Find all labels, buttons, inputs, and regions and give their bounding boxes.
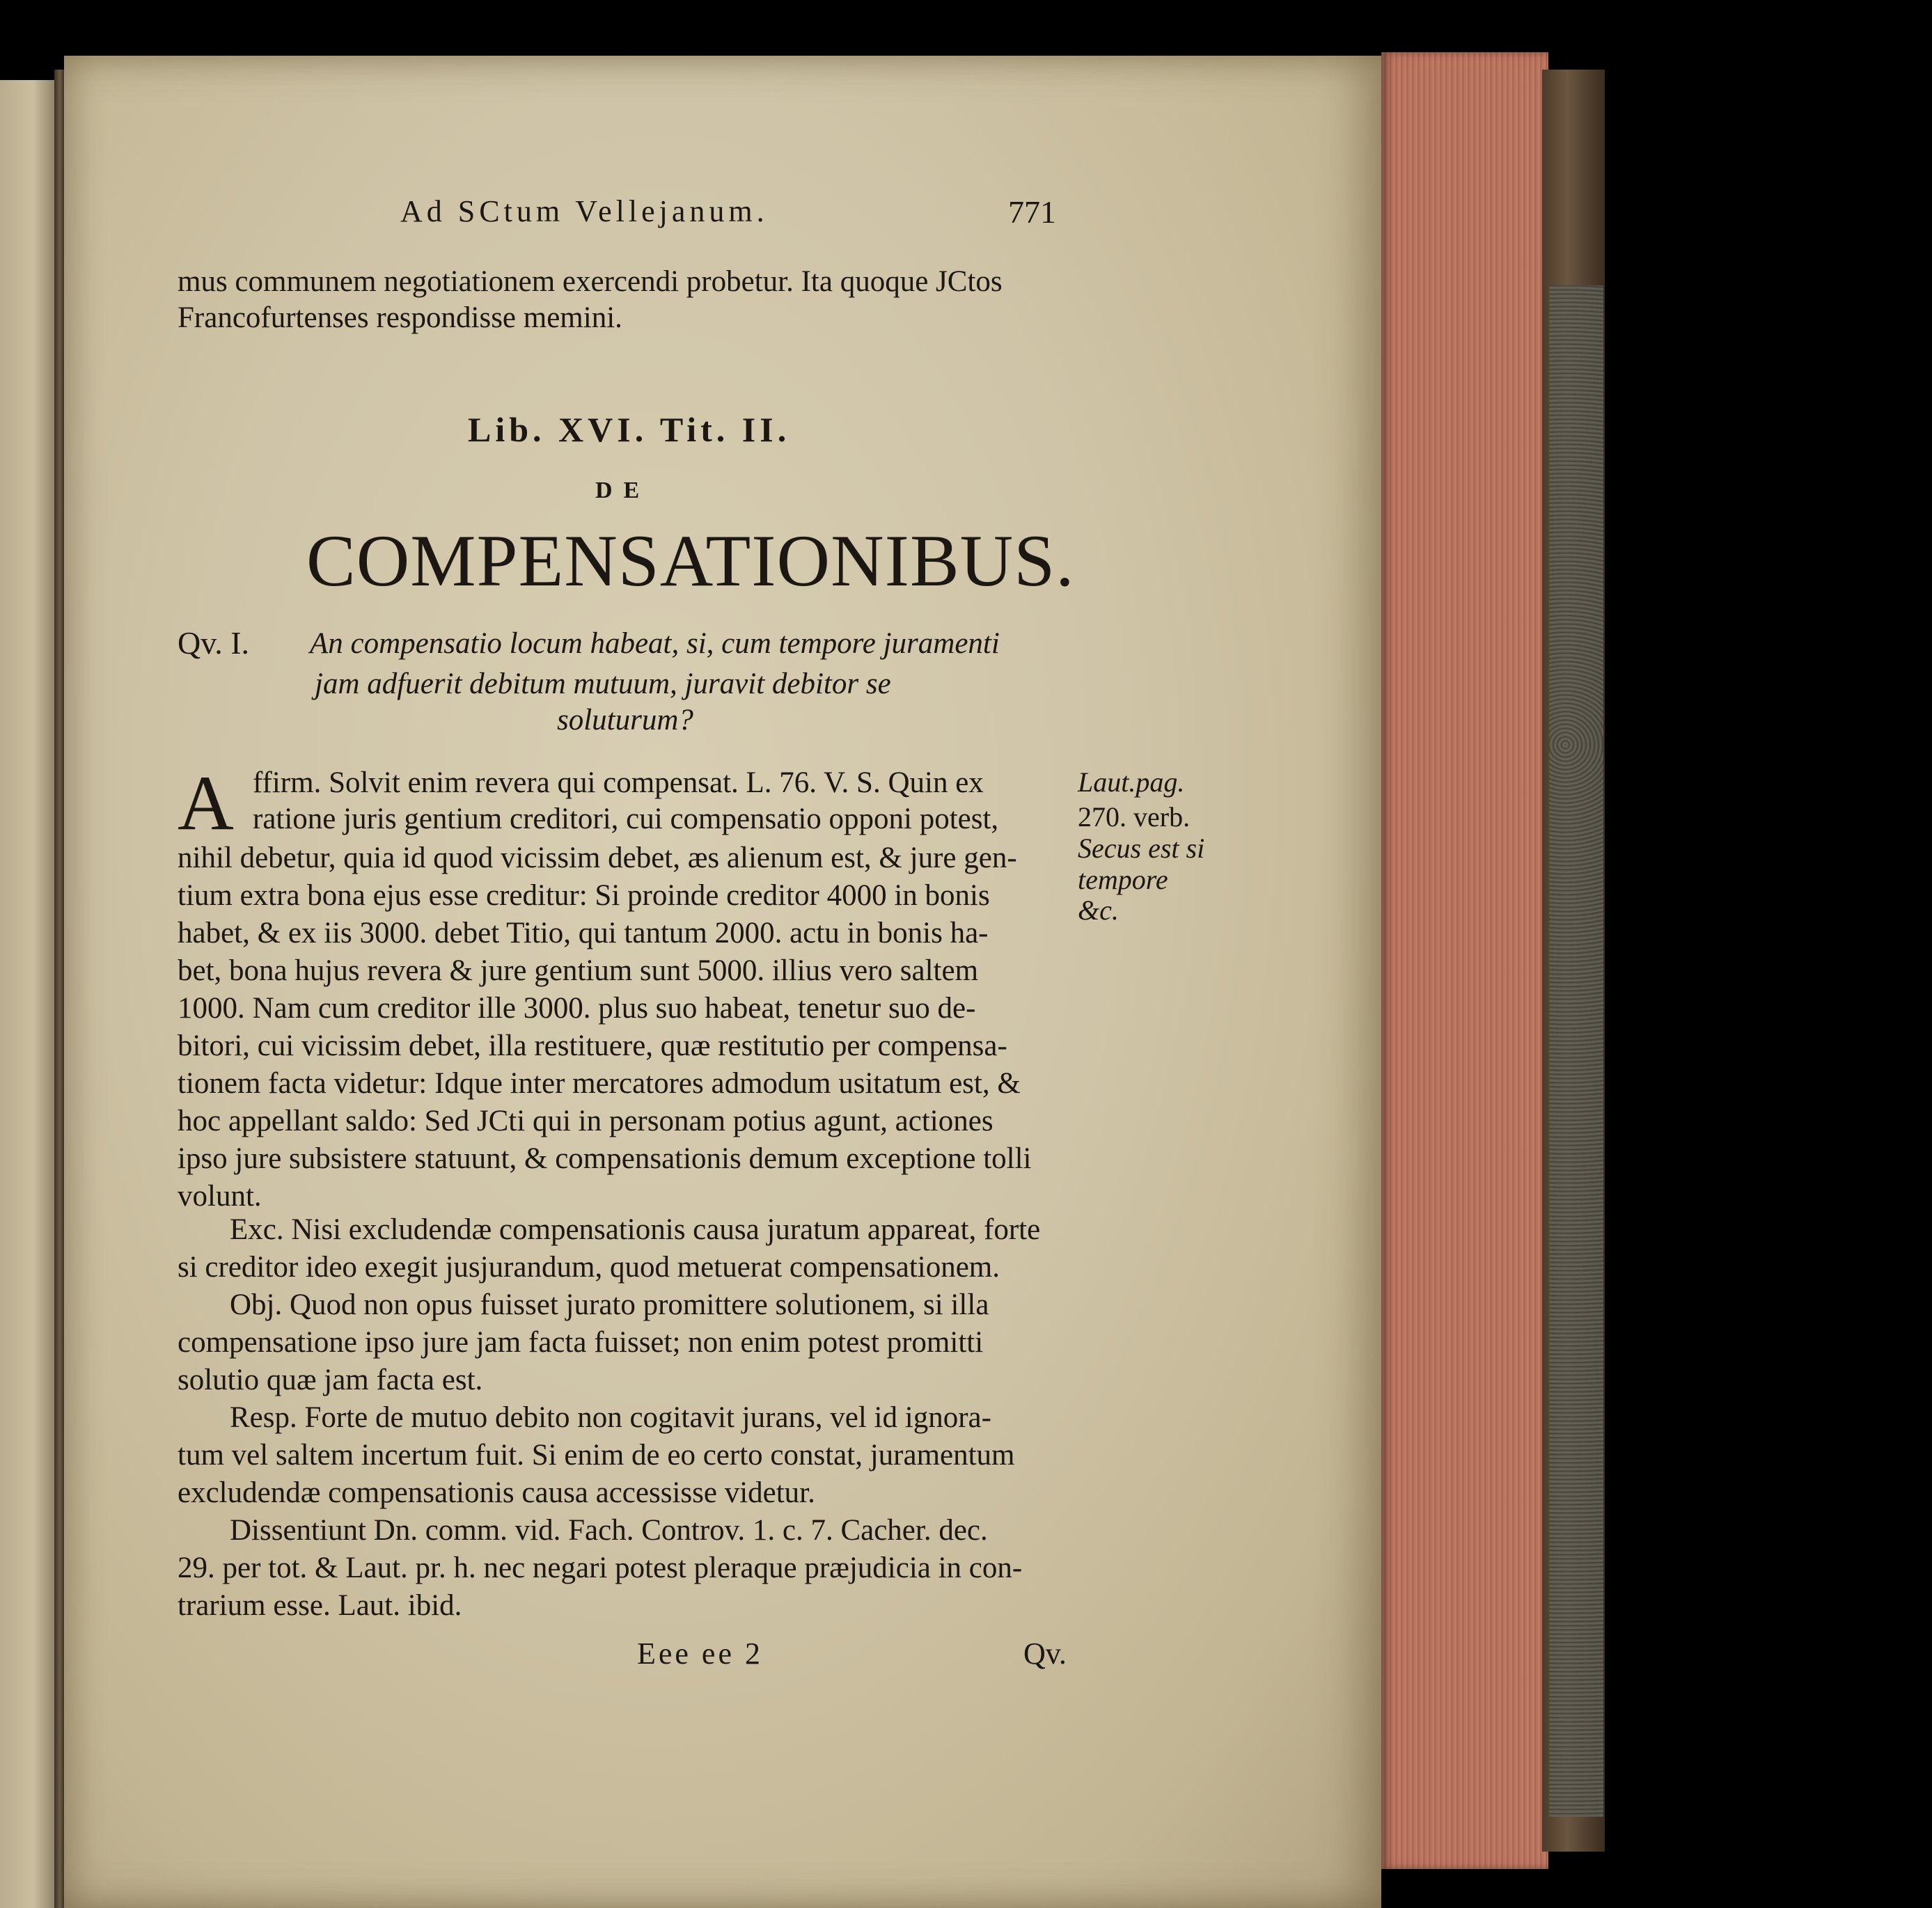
dissentiunt-line: 29. per tot. & Laut. pr. h. nec negari potest pleraque præjudicia in con- — [178, 1552, 1023, 1584]
drop-cap: A — [178, 760, 234, 846]
resp-line: excludendæ compensationis causa accessisse videtur. — [178, 1476, 815, 1509]
paragraph-line: nihil debetur, quia id quod vicissim debet, æs alienum est, & jure gen- — [178, 842, 1017, 874]
marbled-cover — [1549, 285, 1603, 1817]
dissentiunt-line: trarium esse. Laut. ibid. — [178, 1589, 462, 1622]
resp-line: Resp. Forte de mutuo debito non cogitavit jurans, vel id ignora- — [230, 1401, 991, 1434]
obj-line: compensatione ipso jure jam facta fuisset; non enim potest promitti — [178, 1326, 984, 1359]
paragraph-line: bet, bona hujus revera & jure gentium sunt 5000. illius vero saltem — [178, 954, 979, 987]
question-line: soluturum? — [557, 704, 693, 736]
margin-note-line: Secus est si — [1078, 833, 1205, 864]
signature-mark: Eee ee 2 — [637, 1637, 763, 1671]
exc-line: Exc. Nisi excludendæ compensationis causa juratum appareat, forte — [230, 1213, 1041, 1246]
question-label: Qv. I. — [178, 625, 250, 661]
running-head: Ad SCtum Vellejanum. — [400, 194, 769, 228]
paragraph-line: volunt. — [178, 1180, 262, 1213]
margin-note-line: Laut.pag. — [1078, 766, 1185, 798]
section-lib-tit: Lib. XVI. Tit. II. — [468, 410, 791, 449]
section-de: DE — [595, 478, 651, 503]
paragraph-line: ffirm. Solvit enim revera qui compensat. L. 76. V. S. Quin ex — [253, 766, 984, 799]
paragraph-line: ratione juris gentium creditori, cui compensatio opponi potest, — [253, 803, 999, 835]
continuation-line: Francofurtenses respondisse memini. — [178, 301, 622, 334]
dissentiunt-line: Dissentiunt Dn. comm. vid. Fach. Controv. 1. c. 7. Cacher. dec. — [230, 1514, 988, 1547]
obj-line: solutio quæ jam facta est. — [178, 1364, 483, 1396]
left-page-edge — [0, 80, 56, 1908]
exc-line: si creditor ideo exegit jusjurandum, quod metuerat compensationem. — [178, 1251, 1000, 1284]
paragraph-line: hoc appellant saldo: Sed JCti qui in personam potius agunt, actiones — [178, 1105, 994, 1137]
catchword: Qv. — [1023, 1637, 1067, 1671]
question-line: An compensatio locum habeat, si, cum tempore juramenti — [310, 627, 1000, 660]
question-line: jam adfuerit debitum mutuum, juravit debitor se — [315, 668, 891, 700]
margin-note-line: tempore — [1078, 864, 1168, 895]
margin-note-line: &c. — [1078, 894, 1119, 926]
page-edges-block — [1381, 52, 1548, 1869]
paragraph-line: tium extra bona ejus esse creditur: Si proinde creditor 4000 in bonis — [178, 879, 990, 912]
continuation-line: mus communem negotiationem exercendi probetur. Ita quoque JCtos — [178, 265, 1003, 298]
obj-line: Obj. Quod non opus fuisset jurato promittere solutionem, si illa — [230, 1288, 989, 1321]
paragraph-line: bitori, cui vicissim debet, illa restituere, quæ restitutio per compensa- — [178, 1030, 1007, 1062]
paragraph-line: 1000. Nam cum creditor ille 3000. plus suo habeat, tenetur suo de- — [178, 992, 976, 1025]
page-number: 771 — [1008, 194, 1056, 230]
resp-line: tum vel saltem incertum fuit. Si enim de eo certo constat, juramentum — [178, 1439, 1015, 1472]
paragraph-line: tionem facta videtur: Idque inter mercatores admodum usitatum est, & — [178, 1067, 1021, 1100]
paragraph-line: habet, & ex iis 3000. debet Titio, qui tantum 2000. actu in bonis ha- — [178, 917, 989, 949]
margin-note-line: 270. verb. — [1078, 801, 1191, 833]
section-title: COMPENSATIONIBUS. — [306, 520, 1075, 601]
paragraph-line: ipso jure subsistere statuunt, & compensationis demum exceptione tolli — [178, 1142, 1032, 1175]
